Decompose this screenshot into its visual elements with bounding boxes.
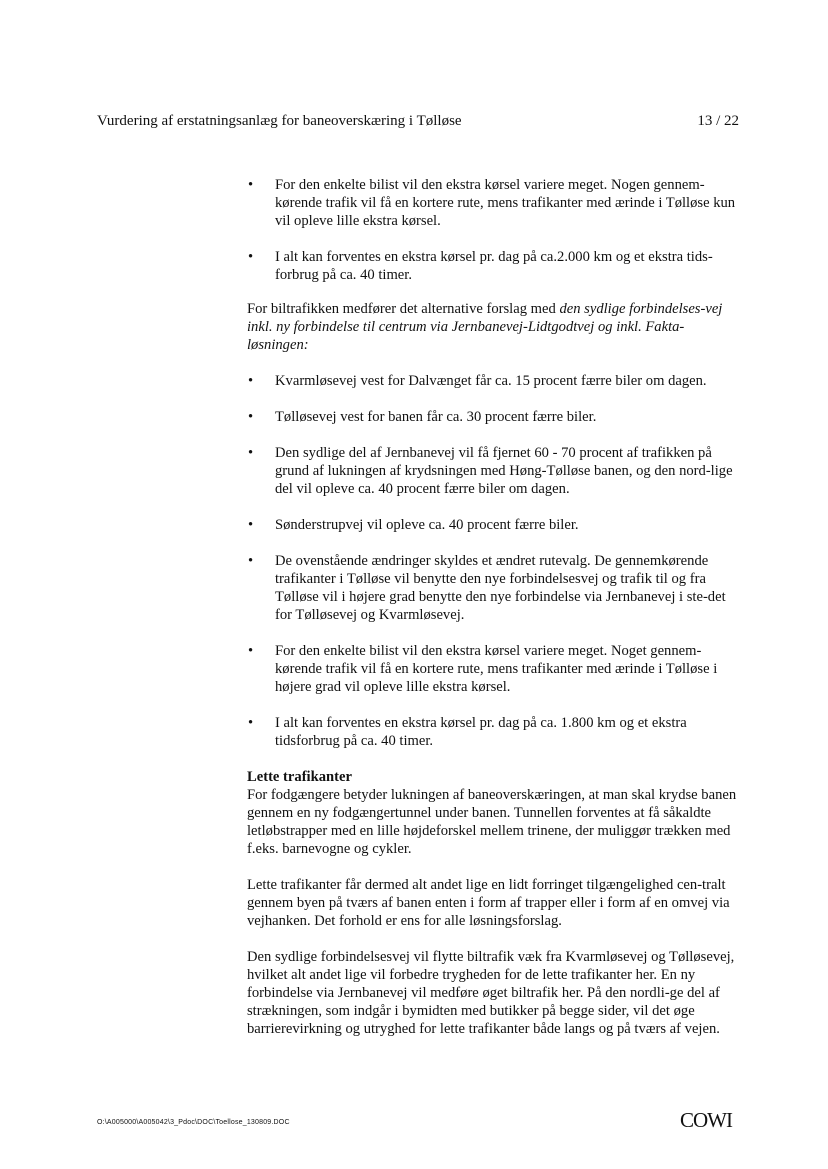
section-heading: Lette trafikanter <box>247 769 352 785</box>
list-item: • For den enkelte bilist vil den ekstra kørsel variere meget. Noget gennem-kørende trafik vil få en kortere rute, mens trafikanter med ærinde i Tølløse i højere grad vil opleve lille ekstra kørsel. <box>247 642 741 696</box>
section-paragraph: Den sydlige forbindelsesvej vil flytte biltrafik væk fra Kvarmløsevej og Tølløsevej, hvilket alt andet lige vil forbedre trygheden for de lette trafikanter her. En ny forbindelse via Jernbanevej vil medføre øget biltrafik her. På den nordli-ge del af strækningen, som indgår i bymidten med butikker på begge sider, vil det øge barrierevirkning og utryghed for lette trafikanter både langs og på tværs af vejen. <box>247 949 735 1037</box>
list-item: • Tølløsevej vest for banen får ca. 30 procent færre biler. <box>247 408 741 426</box>
main-content <box>247 176 741 1056</box>
intro-emphasis: den sydlige forbindelses-vej inkl. ny forbindelse til centrum via Jernbanevej-Lidtgodtvej og inkl. Fakta-løsningen: <box>247 301 723 353</box>
list-item: • Sønderstrupvej vil opleve ca. 40 procent færre biler. <box>247 516 741 534</box>
page-number: 13 / 22 <box>697 113 739 129</box>
section-paragraph: For fodgængere betyder lukningen af baneoverskæringen, at man skal krydse banen gennem en ny fodgængertunnel under banen. Tunnellen forventes at få såkaldte letløbstrapper med en lille højdeforskel mellem trinene, der muliggør trækken med f.eks. barnevogne og cykler. <box>247 787 737 857</box>
list-item: • De ovenstående ændringer skyldes et ændret rutevalg. De gennemkørende trafikanter i Tølløse vil benytte den nye forbindelsesvej og trafik til og fra Tølløse vil i højere grad benytte den nye forbindelse via Jernbanevej i ste-det for Tølløsevej og Kvarmløsevej. <box>247 552 741 624</box>
list-item: • Den sydlige del af Jernbanevej vil få fjernet 60 - 70 procent af trafikken på grund af lukningen af krydsningen med Høng-Tølløse banen, og den nord-lige del vil opleve ca. 40 procent færre biler om dagen. <box>247 444 741 498</box>
list-item: • Kvarmløsevej vest for Dalvænget får ca. 15 procent færre biler om dagen. <box>247 372 741 390</box>
intro-paragraph <box>247 300 741 354</box>
company-logo: COWI <box>680 1108 732 1132</box>
intro-text: For biltrafikken medfører det alternative forslag med <box>247 301 560 317</box>
bullet-list-b <box>247 372 741 750</box>
section-paragraph: Lette trafikanter får dermed alt andet lige en lidt forringet tilgængelighed cen-tralt gennem byen på tværs af banen enten i form af trapper eller i form af en omvej via vejhanken. Det forhold er ens for alle løsningsforslag. <box>247 877 730 929</box>
footer-file-path: O:\A005000\A005042\3_Pdoc\DOC\Toellose_130809.DOC <box>97 1119 290 1126</box>
bullet-list-a <box>247 176 741 284</box>
list-item: • For den enkelte bilist vil den ekstra kørsel variere meget. Nogen gennem-kørende trafik vil få en kortere rute, mens trafikanter med ærinde i Tølløse kun vil opleve lille ekstra kørsel. <box>247 176 741 230</box>
list-item: • I alt kan forventes en ekstra kørsel pr. dag på ca.2.000 km og et ekstra tids-forbrug på ca. 40 timer. <box>247 248 741 284</box>
page-header <box>97 113 739 130</box>
document-title: Vurdering af erstatningsanlæg for baneoverskæring i Tølløse <box>97 113 462 129</box>
list-item: • I alt kan forventes en ekstra kørsel pr. dag på ca. 1.800 km og et ekstra tidsforbrug på ca. 40 timer. <box>247 714 741 750</box>
